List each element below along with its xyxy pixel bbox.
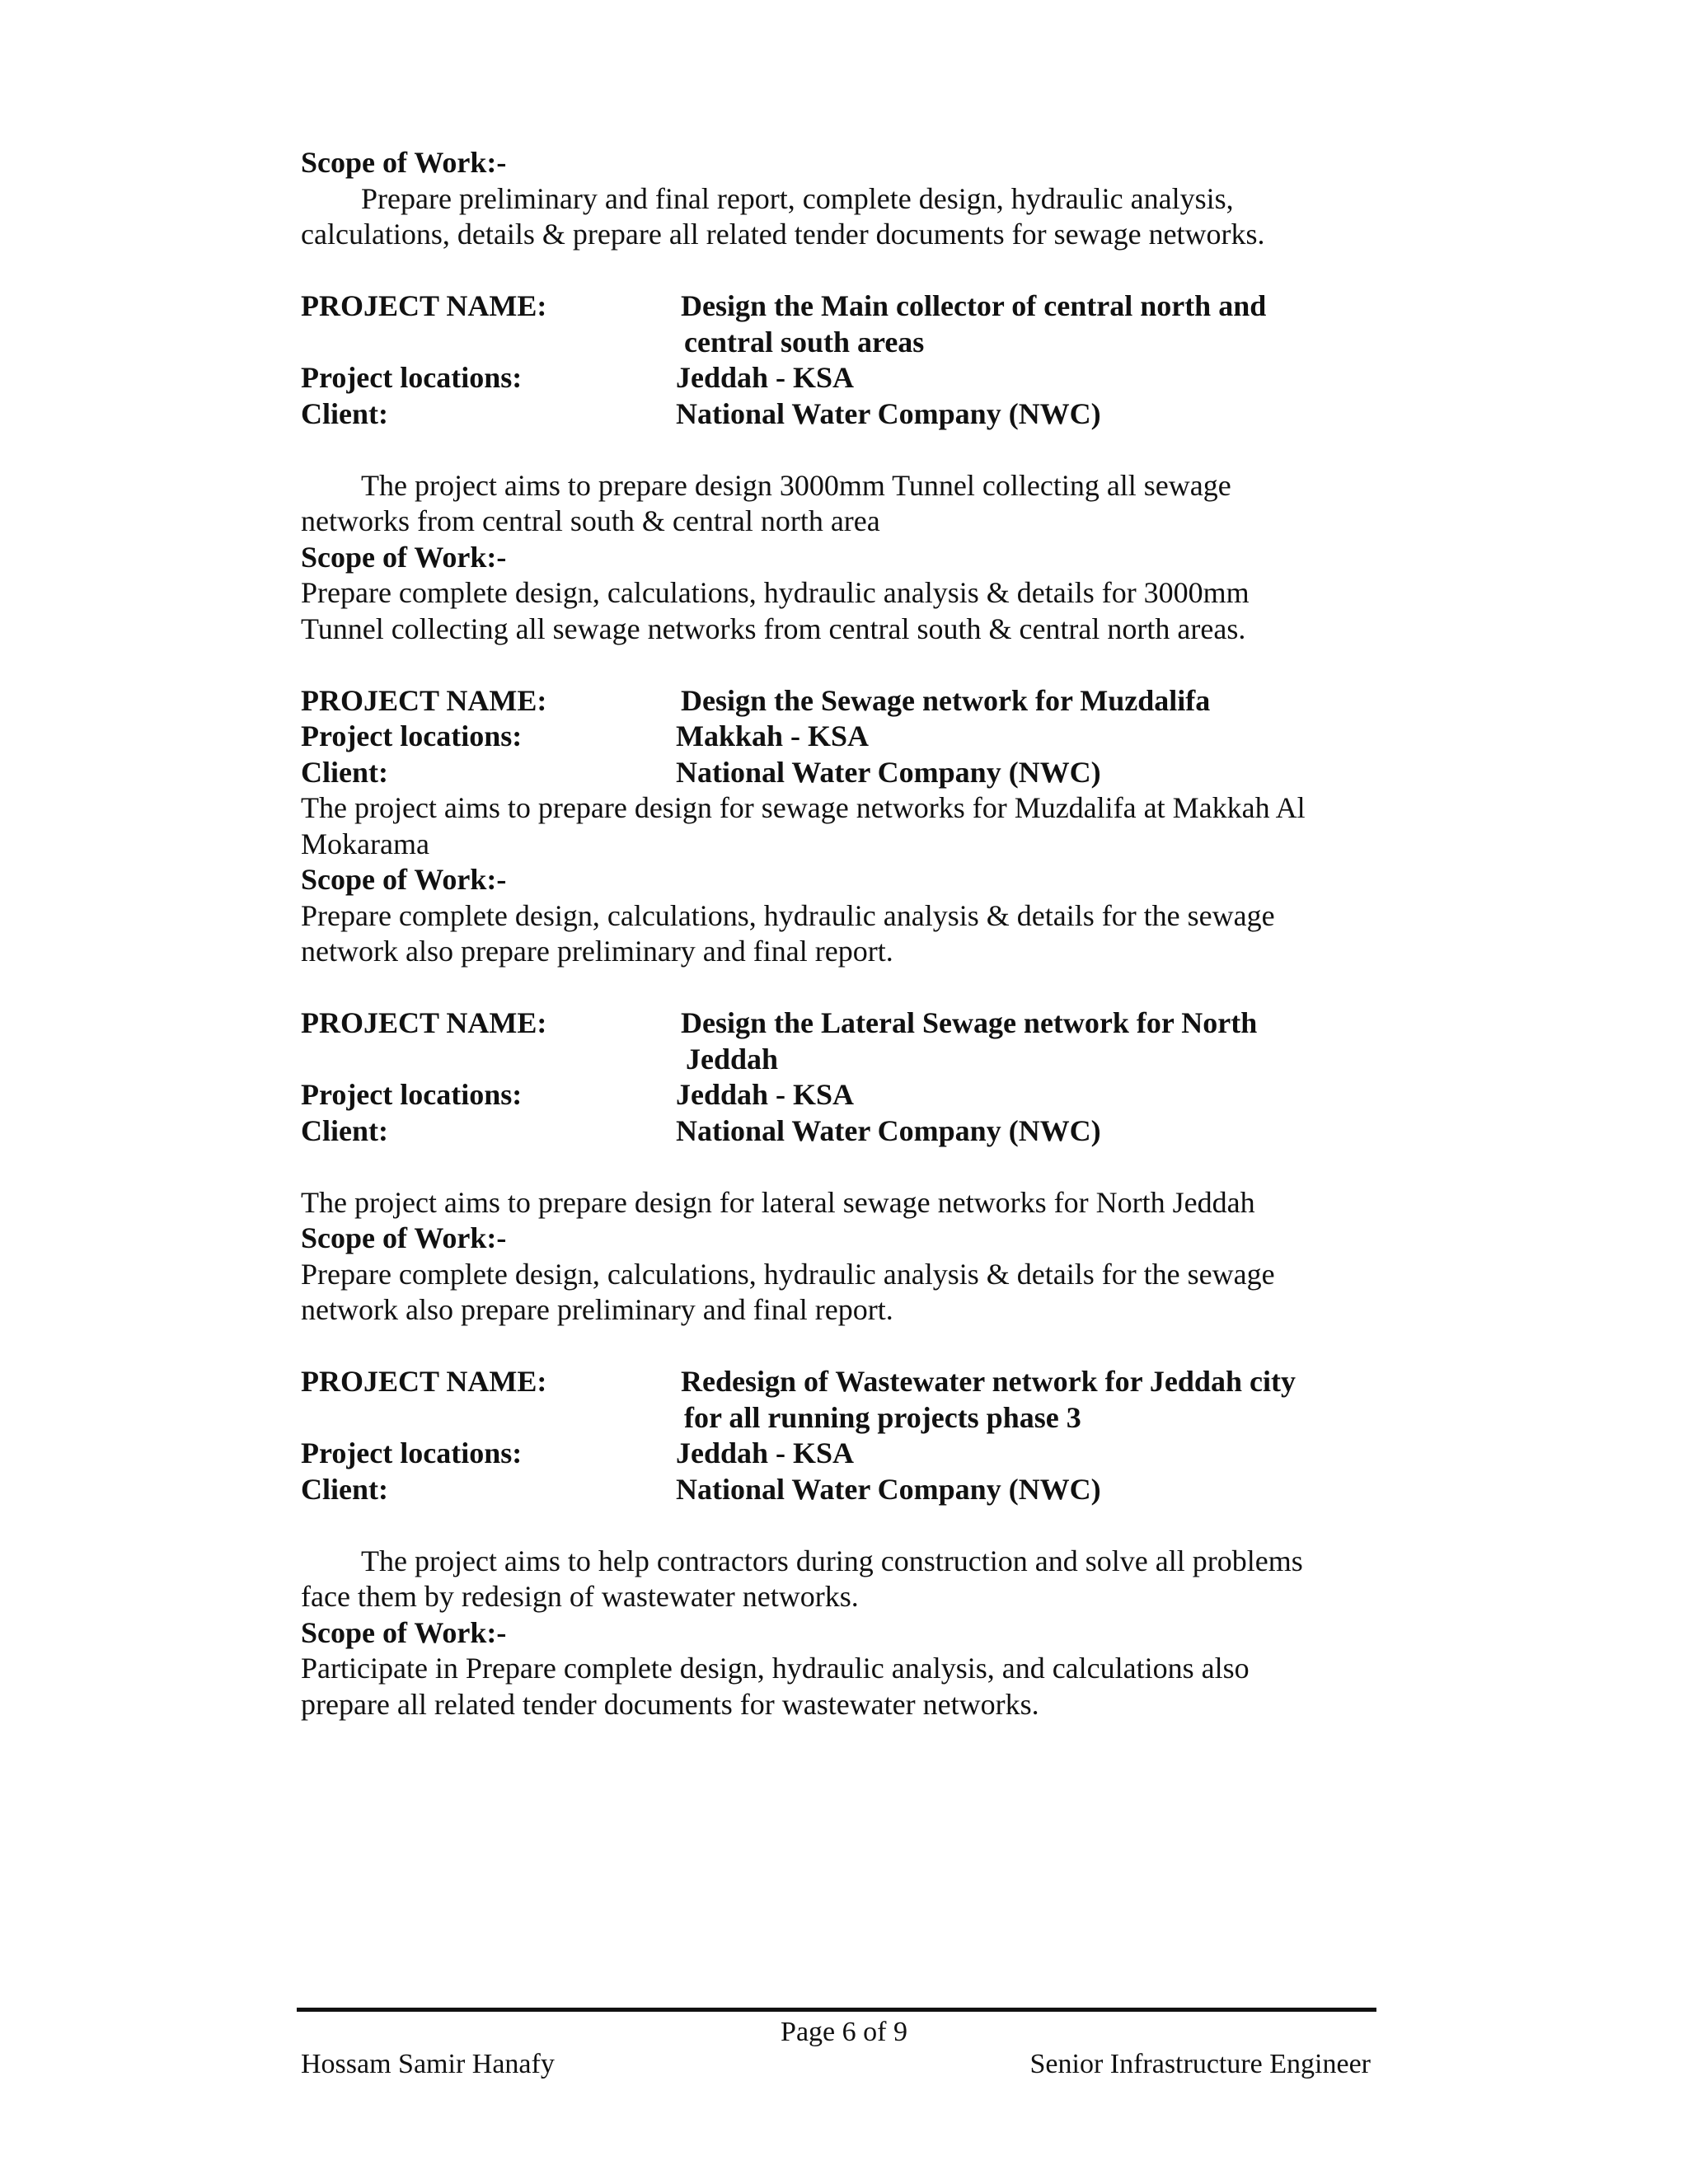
client-value: National Water Company (NWC) (676, 755, 1101, 789)
project-name-label: PROJECT NAME: (301, 1365, 547, 1398)
project-locations-label: Project locations: (301, 361, 523, 394)
project-location-value: Jeddah - KSA (676, 1078, 855, 1111)
footer-divider (297, 2008, 1376, 2012)
scope-text: prepare all related tender documents for wastewater networks. (301, 1687, 1039, 1721)
intro-scope-line: Prepare preliminary and final report, complete design, hydraulic analysis, (361, 181, 1234, 215)
project-block-1 (301, 288, 1372, 647)
footer-author: Hossam Samir Hanafy (301, 2049, 555, 2079)
intro-scope-heading: Scope of Work:- (301, 146, 507, 179)
project-aim: The project aims to prepare design 3000mm Tunnel collecting all sewage (361, 468, 1231, 502)
project-locations-label: Project locations: (301, 1436, 523, 1469)
project-name-value: Design the Main collector of central north and central south areas (681, 289, 1267, 359)
client-value: National Water Company (NWC) (676, 1472, 1101, 1506)
project-name-label: PROJECT NAME: (301, 683, 547, 717)
project-name-label: PROJECT NAME: (301, 1006, 547, 1039)
scope-heading: Scope of Work:- (301, 1615, 507, 1649)
project-aim: Mokarama (301, 827, 429, 860)
client-label: Client: (301, 755, 388, 789)
project-locations-label: Project locations: (301, 719, 523, 752)
project-aim: The project aims to prepare design for lateral sewage networks for North Jeddah (301, 1185, 1255, 1219)
client-value: National Water Company (NWC) (676, 1113, 1101, 1147)
project-aim: networks from central south & central north area (301, 504, 880, 537)
client-value: National Water Company (NWC) (676, 396, 1101, 430)
client-label: Client: (301, 1472, 388, 1506)
scope-heading: Scope of Work:- (301, 863, 507, 896)
project-aim: face them by redesign of wastewater networks. (301, 1580, 859, 1613)
project-block-3 (301, 1005, 1372, 1329)
project-location-value: Makkah - KSA (676, 719, 870, 752)
project-location-value: Jeddah - KSA (676, 361, 855, 394)
page-number: Page 6 of 9 (781, 2017, 907, 2047)
scope-text: Tunnel collecting all sewage networks from central south & central north areas. (301, 612, 1246, 645)
scope-text: Prepare complete design, calculations, hydraulic analysis & details for 3000mm (301, 576, 1250, 609)
project-name-value: Redesign of Wastewater network for Jeddah city for all running projects phase 3 (681, 1365, 1296, 1434)
scope-heading: Scope of Work:- (301, 1221, 507, 1254)
scope-heading: Scope of Work:- (301, 540, 507, 574)
footer-job-title: Senior Infrastructure Engineer (1029, 2049, 1371, 2079)
client-label: Client: (301, 396, 388, 430)
project-aim: The project aims to prepare design for sewage networks for Muzdalifa at Makkah Al (301, 791, 1306, 824)
project-locations-label: Project locations: (301, 1078, 523, 1111)
project-name-value: Design the Lateral Sewage network for North Jeddah (681, 1006, 1258, 1076)
scope-text: Participate in Prepare complete design, hydraulic analysis, and calculations also (301, 1652, 1250, 1685)
intro-scope-line: calculations, details & prepare all related tender documents for sewage networks. (301, 218, 1265, 251)
scope-text: Prepare complete design, calculations, hydraulic analysis & details for the sewage (301, 1257, 1275, 1291)
scope-text: network also prepare preliminary and final report. (301, 935, 893, 968)
project-name-value: Design the Sewage network for Muzdalifa (681, 683, 1211, 717)
project-aim: The project aims to help contractors during construction and solve all problems (361, 1544, 1303, 1577)
project-block-2 (301, 683, 1372, 970)
project-block-4 (301, 1364, 1372, 1722)
scope-text: network also prepare preliminary and final report. (301, 1293, 893, 1326)
scope-text: Prepare complete design, calculations, hydraulic analysis & details for the sewage (301, 898, 1275, 932)
client-label: Client: (301, 1113, 388, 1147)
document-body (301, 145, 1372, 1722)
project-location-value: Jeddah - KSA (676, 1436, 855, 1469)
project-name-label: PROJECT NAME: (301, 289, 547, 322)
